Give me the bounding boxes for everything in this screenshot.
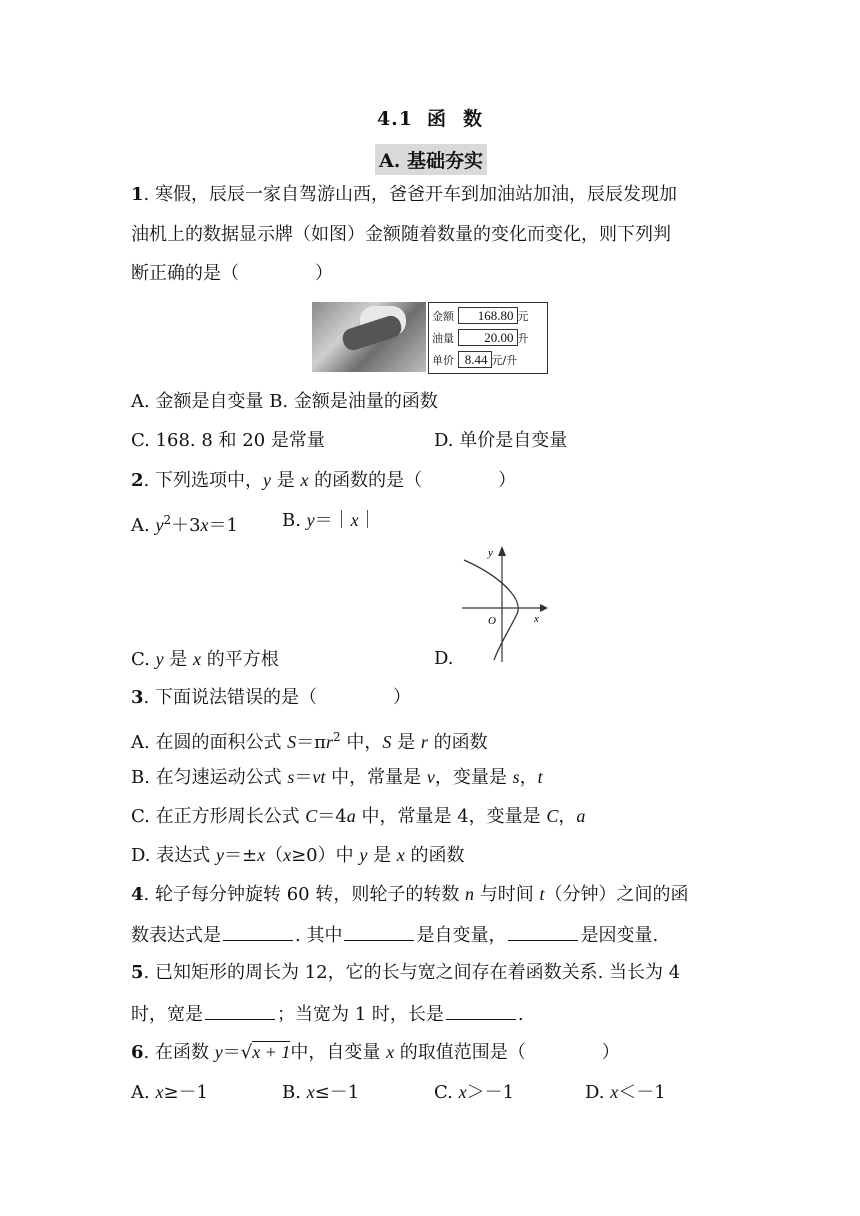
q6-option-b: B. x≤－1 (282, 1082, 360, 1103)
display-row-volume: 油量 20.00 升 (432, 330, 529, 345)
price-value: 8.44 (458, 351, 492, 368)
q1-option-d: D. 单价是自变量 (434, 430, 568, 451)
display-row-amount: 金额 168.80 元 (432, 308, 529, 323)
q5-blank-length[interactable] (446, 1001, 516, 1020)
q2-option-b: B. y＝｜x｜ (282, 510, 377, 531)
q5-line-2: 时，宽是 ；当宽为 1 时，长是 . (131, 1001, 524, 1027)
q3-option-c: C. 在正方形周长公式 C＝4a 中，常量是 4，变量是 C，a (131, 806, 586, 827)
q3-option-a: A. 在圆的面积公式 $S=\pi r^2$ 中，S 是 r 的函数 (131, 730, 488, 753)
q4-blank-expression[interactable] (223, 922, 293, 941)
q2-stem: 2. 下列选项中，y 是 x 的函数的是（ ） (131, 470, 517, 491)
q2-number: 2 (131, 470, 144, 491)
q5-blank-width[interactable] (205, 1001, 275, 1020)
q2-option-d: D. (434, 648, 454, 669)
volume-value: 20.00 (458, 329, 518, 346)
q6-option-c: C. x＞－1 (434, 1082, 515, 1103)
title-word-2: 数 (463, 108, 484, 130)
sqrt-radicand: x + 1 (252, 1042, 291, 1062)
q1-line-2: 油机上的数据显示牌（如图）金额随着数量的变化而变化，则下列判 (131, 224, 671, 245)
sqrt-sign: √ (240, 1042, 253, 1063)
y-axis-arrow (498, 546, 506, 556)
q2-option-a: A. $y^2+3x=1$ (131, 513, 238, 536)
q6-number: 6 (131, 1042, 144, 1063)
display-row-price: 单价 8.44 元/升 (432, 352, 518, 367)
q4-number: 4 (131, 884, 144, 905)
q6-stem: 6. 在函数 y＝√x + 1中，自变量 x 的取值范围是（ ） (131, 1042, 620, 1063)
fuel-nozzle-photo (312, 302, 426, 372)
q3-stem: 3. 下面说法错误的是（ ） (131, 687, 411, 708)
q6-option-d: D. x＜－1 (585, 1082, 666, 1103)
graph-y-label: y (488, 547, 493, 559)
fuel-pump-display (428, 302, 548, 374)
q1-line-1: 1. 寒假，辰辰一家自驾游山西，爸爸开车到加油站加油，辰辰发现加 (131, 184, 677, 205)
q1-option-a: A. 金额是自变量 (131, 391, 264, 412)
q5-line-1: 5. 已知矩形的周长为 12，它的长与宽之间存在着函数关系. 当长为 4 (131, 962, 681, 983)
q1-option-b: B. 金额是油量的函数 (269, 391, 438, 412)
section-heading: A. 基础夯实 (375, 144, 487, 175)
q3-option-d: D. 表达式 y＝±x（x≥0）中 y 是 x 的函数 (131, 845, 465, 866)
q1-option-a-b (131, 390, 438, 414)
q1-line-3: 断正确的是（ ） (131, 263, 333, 284)
q5-number: 5 (131, 962, 144, 983)
q4-line-2: 数表达式是 . 其中 是自变量， 是因变量. (131, 922, 658, 948)
q2-parabola-graph (458, 544, 548, 664)
q3-number: 3 (131, 687, 144, 708)
graph-origin-label: O (488, 615, 496, 627)
page-title (0, 104, 860, 131)
q4-blank-independent[interactable] (344, 922, 414, 941)
x-axis-arrow (540, 604, 548, 612)
q3-option-b: B. 在匀速运动公式 s＝vt 中，常量是 v，变量是 s，t (131, 767, 543, 788)
title-number: 4.1 (376, 108, 414, 130)
q6-option-a: A. x≥－1 (131, 1082, 208, 1103)
q1-option-c: C. 168. 8 和 20 是常量 (131, 430, 325, 451)
amount-value: 168.80 (458, 307, 518, 324)
q1-number: 1 (131, 184, 144, 205)
q4-blank-dependent[interactable] (508, 922, 578, 941)
q4-line-1: 4. 轮子每分钟旋转 60 转，则轮子的转数 n 与时间 t（分钟）之间的函 (131, 884, 689, 905)
sideways-parabola-curve (464, 560, 518, 660)
title-word-1: 函 (427, 108, 448, 130)
q2-option-c: C. y 是 x 的平方根 (131, 649, 279, 670)
graph-x-label: x (534, 613, 539, 625)
